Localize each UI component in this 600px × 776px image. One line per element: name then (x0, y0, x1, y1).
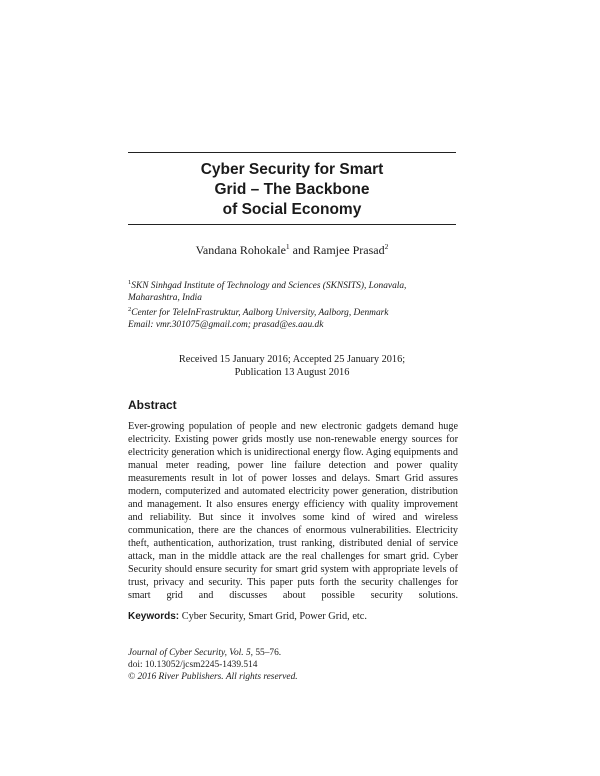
author-list (128, 239, 456, 258)
author-name: Vandana Rohokale (195, 243, 286, 257)
author-name: Ramjee Prasad (312, 243, 385, 257)
journal-pages: 55–76. (252, 648, 282, 658)
affiliation-marker: 1 (128, 279, 132, 286)
affiliation-text: Maharashtra, India (128, 293, 202, 304)
copyright: © 2016 River Publishers. All rights reserved. (128, 672, 298, 682)
author-affiliation-marker: 2 (384, 242, 389, 251)
keywords-text: Cyber Security, Smart Grid, Power Grid, etc. (179, 611, 367, 622)
title-bottom-rule (128, 224, 456, 225)
journal-info (128, 647, 458, 683)
dates-line: Publication 13 August 2016 (234, 367, 350, 378)
doi: doi: 10.13052/jcsm2245-1439.514 (128, 660, 258, 670)
affiliation-text: Center for TeleInFrastruktur, Aalborg University, Aalborg, Denmark (131, 308, 389, 319)
author-conjunction: and (289, 243, 313, 257)
top-rule (128, 152, 456, 153)
publication-dates (128, 353, 456, 379)
title-line: of Social Economy (222, 201, 362, 218)
title-line: Cyber Security for Smart (200, 161, 384, 178)
title-line: Grid – The Backbone (214, 181, 370, 198)
keywords (128, 610, 458, 623)
abstract-text: Ever-growing population of people and new electronic gadgets demand huge electricity. Existing power grids mostly use non-renewable energy sources for electricity generation which is unidirectional energy flow. Aging equipments and manual meter reading, power line failure detection and power quality measurements result in lot of power losses and delays. Smart Grid assures modern, computerized and automated electricity power generation, distribution and management. It also ensures energy efficiency with quality improvement and reliability. But since it involves some kind of wired and wireless communication, there are the chances of enormous vulnerabilities. Electricity theft, authentication, authorization, trust ranking, distributed denial of service attack, man in the middle attack are the real challenges for smart grid. Cyber Security should ensure security for smart grid system with appropriate levels of trust, privacy and security. This paper puts forth the security challenges for smart grid and discusses about possible security solutions. (128, 421, 458, 601)
page-title (128, 160, 456, 220)
dates-line: Received 15 January 2016; Accepted 25 January 2016; (178, 354, 406, 365)
keywords-label: Keywords: (128, 611, 180, 622)
abstract-heading: Abstract (128, 398, 177, 412)
affiliation-marker: 2 (128, 306, 132, 314)
email-line: Email: vmr.301075@gmail.com; prasad@es.aau.dk (128, 320, 324, 331)
affiliations (128, 277, 458, 331)
journal-name: Journal of Cyber Security, Vol. 5, (128, 648, 253, 658)
author-affiliation-marker: 1 (285, 242, 290, 251)
affiliation-text: SKN Sinhgad Institute of Technology and Sciences (SKNSITS), Lonavala, (131, 281, 407, 292)
